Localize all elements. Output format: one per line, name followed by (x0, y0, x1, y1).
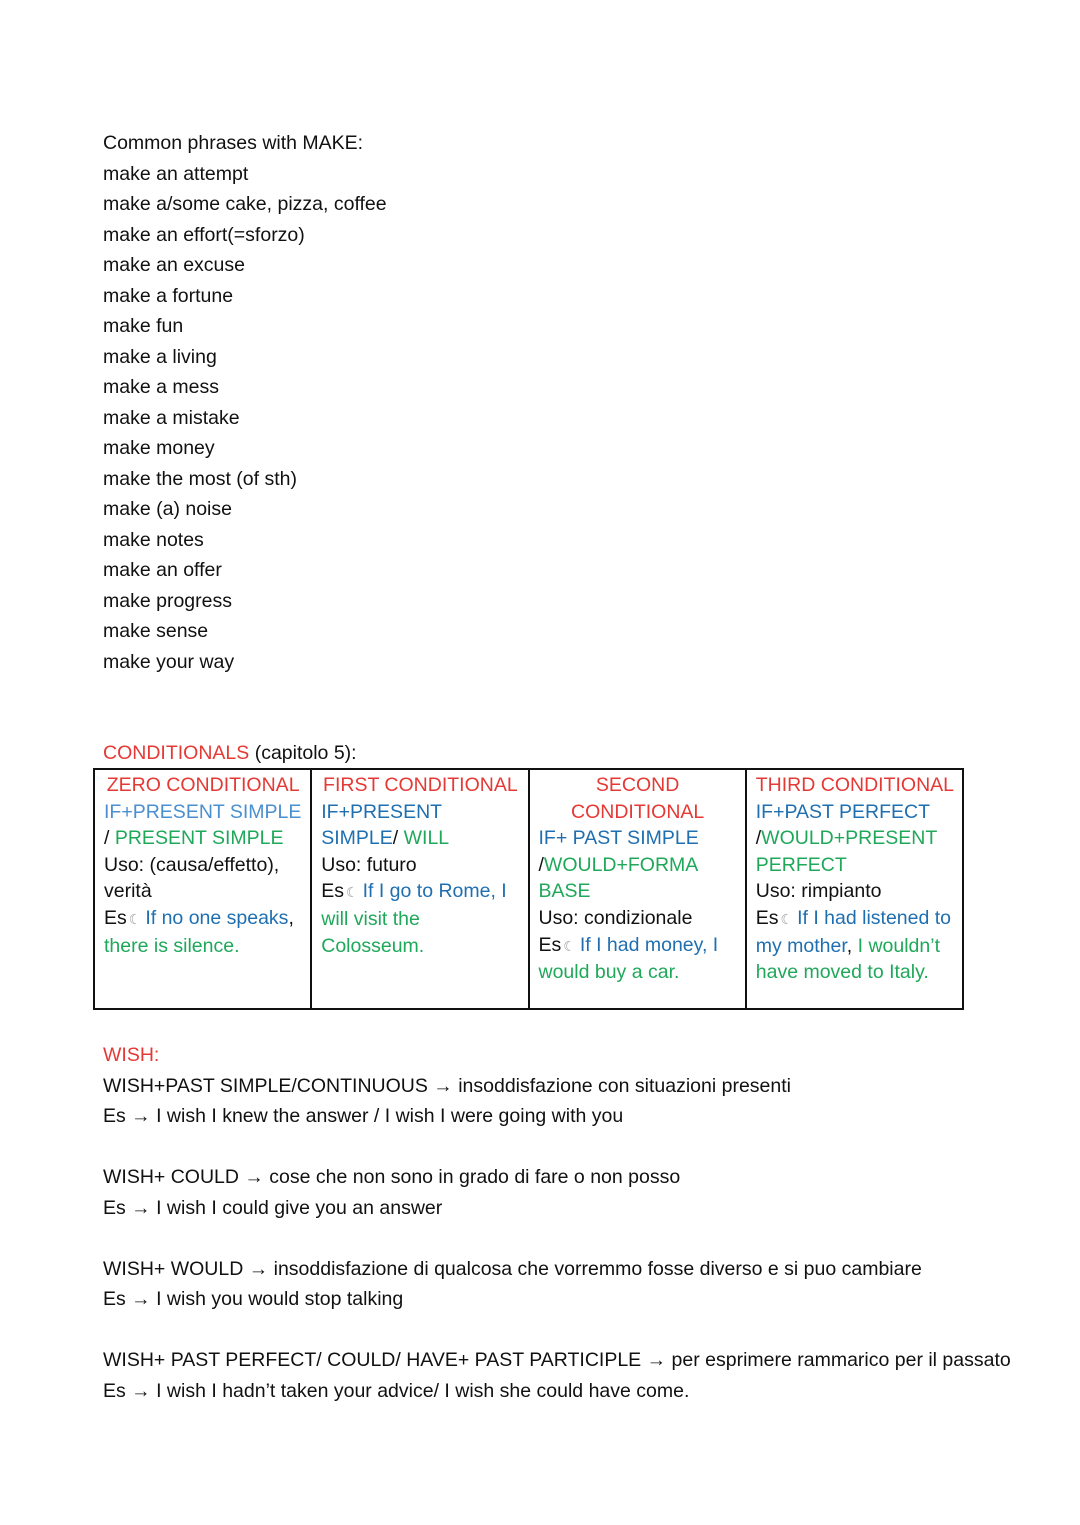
form-separator: / (755, 827, 762, 850)
example-main: would buy a car. (538, 961, 680, 984)
make-phrase: make the most (of sth) (103, 467, 297, 490)
make-phrase: make fun (103, 315, 184, 337)
form-main: PRESENT SIMPLE (114, 827, 284, 850)
make-section-title: Common phrases with MAKE: (103, 132, 364, 154)
cell-heading: FIRST CONDITIONAL (323, 774, 518, 796)
make-phrase: make an effort(=sforzo) (103, 223, 305, 246)
cell-heading: THIRD CONDITIONAL (755, 774, 955, 796)
form-separator: / (538, 853, 544, 876)
cell-example (321, 878, 519, 959)
example-if: If no one speaks (145, 906, 289, 929)
form-if: IF+PRESENT SIMPLE (321, 800, 442, 850)
make-phrase: make a/some cake, pizza, coffee (103, 193, 387, 215)
wish-example: Es → I wish I could give you an answer (103, 1196, 443, 1219)
conditionals-heading (103, 739, 357, 767)
es-label: Es (538, 933, 562, 956)
wish-rule: WISH+PAST SIMPLE/CONTINUOUS → insoddisfazione con situazioni presenti (103, 1074, 791, 1097)
spacer (103, 1223, 1011, 1254)
form-separator: / (392, 827, 399, 850)
wish-title: WISH: (103, 1044, 160, 1066)
form-separator: / (104, 827, 110, 850)
example-if: If I had listened to my mother (755, 906, 952, 957)
cell-example (104, 905, 302, 959)
wish-rule: WISH+ COULD → cose che non sono in grado di fare o non posso (103, 1166, 681, 1188)
make-phrase: make money (103, 437, 215, 459)
example-if: If I had money, I (579, 933, 719, 956)
cell-example (756, 905, 954, 986)
third-conditional-cell (747, 770, 962, 1008)
conditionals-table (93, 768, 964, 1010)
conditionals-title: CONDITIONALS (103, 742, 250, 764)
example-main: will visit the Colosseum. (321, 907, 425, 957)
make-phrase: make a living (103, 345, 217, 368)
moon-icon: ☾ (346, 884, 359, 901)
make-phrase: make (a) noise (103, 498, 232, 520)
make-phrase: make a mess (103, 376, 219, 398)
moon-icon: ☾ (563, 937, 576, 954)
wish-example: Es → I wish I knew the answer / I wish I were going with you (103, 1105, 624, 1127)
first-conditional-cell (312, 770, 529, 1008)
form-main: WOULD+FORMA BASE (538, 853, 698, 903)
spacer (103, 1132, 1011, 1163)
form-if: IF+PRESENT SIMPLE (104, 800, 302, 823)
make-phrase: make an offer (103, 559, 222, 581)
es-label: Es (321, 880, 345, 903)
cell-heading: SECOND CONDITIONAL (570, 774, 705, 823)
cell-form (756, 799, 954, 879)
form-if: IF+PAST PERFECT (755, 800, 930, 823)
make-phrase: make a mistake (103, 406, 240, 429)
es-label: Es (755, 906, 779, 929)
make-phrase: make your way (103, 650, 235, 673)
cell-example (539, 932, 737, 986)
example-main: there is silence. (104, 934, 240, 957)
make-phrase: make an excuse (103, 254, 245, 276)
make-phrases-section (103, 128, 387, 677)
spacer (103, 1315, 1011, 1346)
wish-section (103, 1040, 1011, 1406)
cell-usage: Uso: futuro (321, 853, 417, 876)
wish-example: Es → I wish you would stop talking (103, 1288, 404, 1310)
make-phrase: make an attempt (103, 162, 249, 185)
moon-icon: ☾ (780, 910, 794, 927)
cell-usage: Uso: condizionale (538, 906, 693, 929)
cell-form (104, 799, 302, 852)
conditionals-subtitle: (capitolo 5): (249, 742, 357, 764)
wish-example: Es → I wish I hadn’t taken your advice/ I wish she could have come. (103, 1379, 690, 1402)
make-phrase: make progress (103, 589, 232, 612)
make-phrase: make notes (103, 528, 204, 551)
moon-icon: ☾ (128, 910, 142, 927)
cell-usage: Uso: rimpianto (755, 880, 882, 903)
form-if: IF+ PAST SIMPLE (538, 827, 699, 850)
make-phrase: make sense (103, 620, 209, 642)
example-comma: , (288, 906, 294, 929)
form-main: WILL (403, 827, 450, 850)
es-label: Es (104, 906, 127, 929)
example-main: I wouldn’t have moved to Italy. (755, 934, 941, 984)
form-main: WOULD+PRESENT PERFECT (755, 827, 937, 876)
cell-form (539, 825, 737, 905)
cell-heading: ZERO CONDITIONAL (106, 774, 300, 796)
wish-rule: WISH+ PAST PERFECT/ COULD/ HAVE+ PAST PARTICIPLE → per esprimere rammarico per il passato (103, 1349, 1011, 1371)
make-phrase: make a fortune (103, 284, 234, 307)
cell-usage: Uso: (causa/effetto), verità (104, 853, 280, 903)
example-if: If I go to Rome, I (362, 880, 507, 903)
zero-conditional-cell (95, 770, 312, 1008)
wish-rule: WISH+ WOULD → insoddisfazione di qualcosa che vorremmo fosse diverso e si puo cambiare (103, 1257, 922, 1280)
cell-form (321, 799, 519, 852)
second-conditional-cell (530, 770, 747, 1008)
example-comma: , (846, 934, 853, 957)
